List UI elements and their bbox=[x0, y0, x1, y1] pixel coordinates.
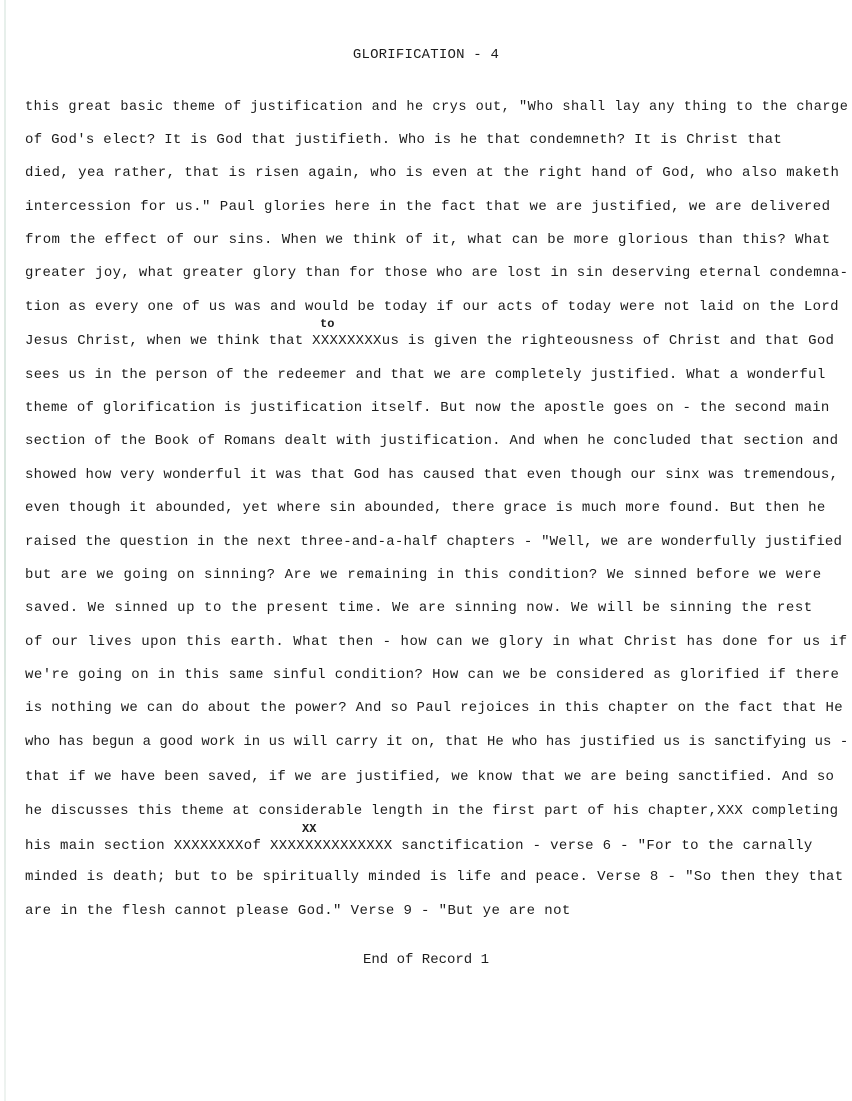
text-line: is nothing we can do about the power? And so Paul rejoices in this chapter on the fact that He bbox=[25, 700, 843, 716]
text-line: theme of glorification is justification itself. But now the apostle goes on - the second main bbox=[25, 400, 830, 416]
text-line: greater joy, what greater glory than for those who are lost in sin deserving eternal condemna- bbox=[25, 265, 849, 281]
text-line: but are we going on sinning? Are we remaining in this condition? We sinned before we were bbox=[25, 567, 822, 583]
text-line: are in the flesh cannot please God." Verse 9 - "But ye are not bbox=[25, 903, 571, 919]
text-line: saved. We sinned up to the present time. We are sinning now. We will be sinning the rest bbox=[25, 600, 813, 616]
text-line: Jesus Christ, when we think that XXXXXXXXus is given the righteousness of Christ and that God bbox=[25, 333, 835, 349]
text-line: we're going on in this same sinful condition? How can we be considered as glorified if there bbox=[25, 667, 840, 683]
text-line: of our lives upon this earth. What then - how can we glory in what Christ has done for us if bbox=[25, 634, 848, 650]
text-line: from the effect of our sins. When we think of it, what can be more glorious than this? What bbox=[25, 232, 831, 248]
text-line: showed how very wonderful it was that God has caused that even though our sinx was tremendous, bbox=[25, 467, 839, 483]
page-edge bbox=[4, 0, 6, 1101]
text-line: this great basic theme of justification and he crys out, "Who shall lay any thing to the charge bbox=[25, 99, 849, 115]
text-line: tion as every one of us was and would be today if our acts of today were not laid on the Lord bbox=[25, 299, 839, 315]
text-line: minded is death; but to be spiritually minded is life and peace. Verse 8 - "So then they that bbox=[25, 869, 844, 885]
text-line: section of the Book of Romans dealt with justification. And when he concluded that section and bbox=[25, 433, 839, 449]
text-line: that if we have been saved, if we are justified, we know that we are being sanctified. And so bbox=[25, 769, 835, 785]
text-line: intercession for us." Paul glories here in the fact that we are justified, we are delivered bbox=[25, 199, 831, 215]
text-line: his main section XXXXXXXXof XXXXXXXXXXXXXX sanctification - verse 6 - "For to the carnally bbox=[25, 838, 813, 854]
text-line: even though it abounded, yet where sin abounded, there grace is much more found. But then he bbox=[25, 500, 826, 516]
page-title: GLORIFICATION - 4 bbox=[352, 47, 500, 63]
end-of-record: End of Record 1 bbox=[362, 952, 490, 968]
text-line: who has begun a good work in us will carry it on, that He who has justified us is sanctifying us - bbox=[25, 734, 849, 750]
interlinear-insert-to: to bbox=[320, 317, 335, 331]
text-line: he discusses this theme at considerable length in the first part of his chapter,XXX completing bbox=[25, 803, 839, 819]
text-line: raised the question in the next three-and-a-half chapters - "Well, we are wonderfully justified bbox=[25, 534, 843, 550]
text-line: died, yea rather, that is risen again, who is even at the right hand of God, who also maketh bbox=[25, 165, 840, 181]
text-line: sees us in the person of the redeemer and that we are completely justified. What a wonderful bbox=[25, 367, 826, 383]
text-line: of God's elect? It is God that justifieth. Who is he that condemneth? It is Christ that bbox=[25, 132, 783, 148]
interlinear-insert-xx: XX bbox=[302, 822, 317, 836]
